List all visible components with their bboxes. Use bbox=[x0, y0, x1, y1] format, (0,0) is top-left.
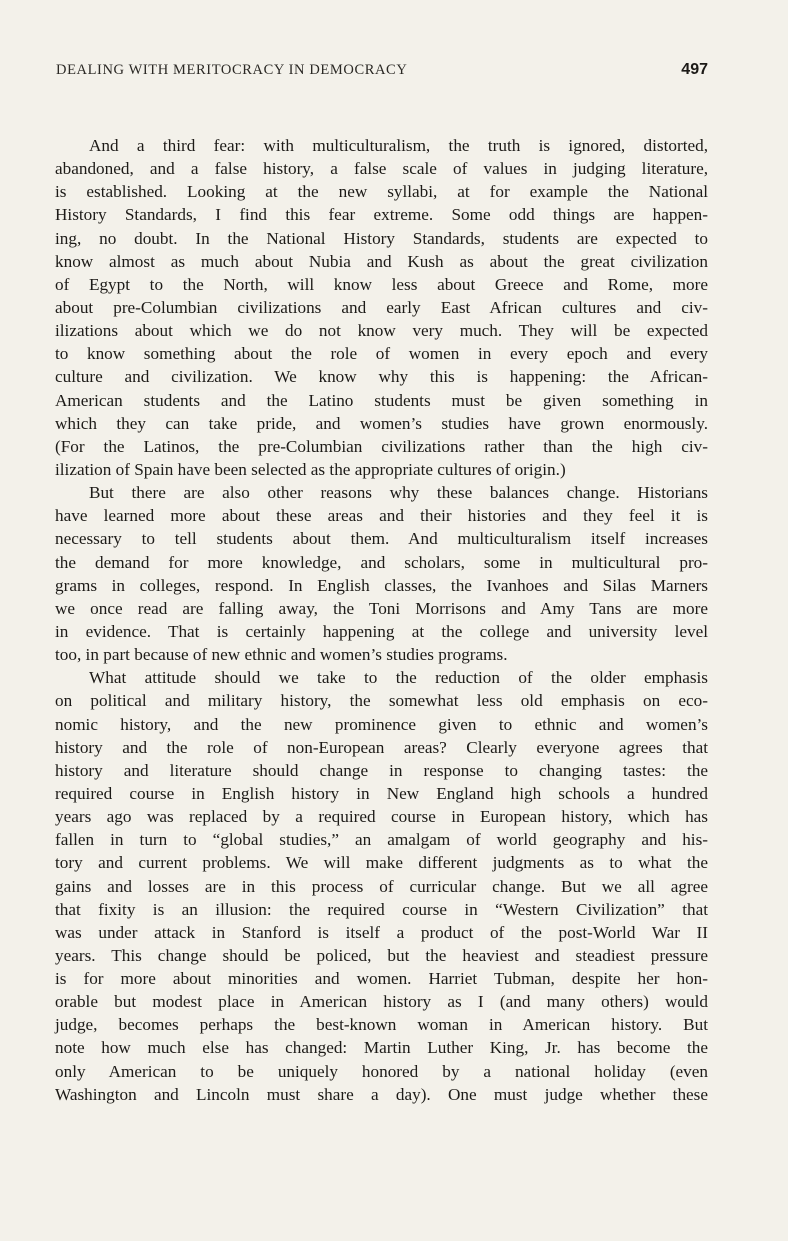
text-line: required course in English history in New England high schools a hundred bbox=[55, 783, 708, 803]
text-line: was under attack in Stanford is itself a product of the post-World War II bbox=[55, 922, 708, 942]
text-line: history and literature should change in response to changing tastes: the bbox=[55, 760, 708, 780]
text-line: about pre-Columbian civilizations and early East African cultures and civ- bbox=[55, 297, 708, 317]
body-text bbox=[55, 134, 708, 1106]
text-line: the demand for more knowledge, and scholars, some in multicultural pro- bbox=[55, 552, 708, 572]
text-line: orable but modest place in American history as I (and many others) would bbox=[55, 992, 708, 1012]
running-head bbox=[56, 62, 708, 84]
running-title: DEALING WITH MERITOCRACY IN DEMOCRACY bbox=[56, 62, 408, 78]
text-line: have learned more about these areas and their histories and they feel it is bbox=[55, 506, 708, 526]
text-line: nomic history, and the new prominence given to ethnic and women’s bbox=[55, 714, 708, 734]
text-line: ilizations about which we do not know very much. They will be expected bbox=[55, 321, 708, 341]
text-line: is for more about minorities and women. Harriet Tubman, despite her hon- bbox=[55, 969, 708, 989]
text-line: fallen in turn to “global studies,” an amalgam of world geography and his- bbox=[55, 830, 708, 850]
text-line: Washington and Lincoln must share a day). One must judge whether these bbox=[55, 1084, 708, 1104]
text-line: But there are also other reasons why these balances change. Historians bbox=[89, 483, 708, 503]
text-line: in evidence. That is certainly happening at the college and university level bbox=[55, 621, 708, 641]
text-line: History Standards, I find this fear extreme. Some odd things are happen- bbox=[55, 205, 708, 225]
text-line: which they can take pride, and women’s studies have grown enormously. bbox=[55, 413, 708, 433]
text-line: we once read are falling away, the Toni Morrisons and Amy Tans are more bbox=[55, 598, 708, 618]
text-line: And a third fear: with multiculturalism, the truth is ignored, distorted, bbox=[89, 136, 708, 155]
text-line: years ago was replaced by a required course in European history, which has bbox=[55, 807, 708, 827]
text-line: grams in colleges, respond. In English classes, the Ivanhoes and Silas Marners bbox=[55, 575, 708, 595]
text-line: judge, becomes perhaps the best-known woman in American history. But bbox=[55, 1015, 708, 1035]
text-line: American students and the Latino students must be given something in bbox=[55, 390, 708, 410]
text-line: necessary to tell students about them. And multiculturalism itself increases bbox=[55, 529, 708, 549]
text-line: tory and current problems. We will make different judgments as to what the bbox=[55, 853, 708, 873]
page-number: 497 bbox=[681, 61, 708, 78]
text-line: of Egypt to the North, will know less about Greece and Rome, more bbox=[55, 274, 708, 294]
text-line: is established. Looking at the new syllabi, at for example the National bbox=[55, 182, 708, 202]
text-line: only American to be uniquely honored by a national holiday (even bbox=[55, 1061, 708, 1081]
text-line: to know something about the role of women in every epoch and every bbox=[55, 344, 708, 364]
text-line: abandoned, and a false history, a false scale of values in judging literature, bbox=[55, 159, 708, 179]
text-line: ilization of Spain have been selected as the appropriate cultures of origin.) bbox=[55, 459, 566, 479]
text-line: (For the Latinos, the pre-Columbian civilizations rather than the high civ- bbox=[55, 436, 708, 456]
text-line: too, in part because of new ethnic and women’s studies programs. bbox=[55, 645, 508, 665]
text-line: know almost as much about Nubia and Kush as about the great civilization bbox=[55, 251, 708, 271]
text-line: that fixity is an illusion: the required course in “Western Civilization” that bbox=[55, 899, 708, 919]
text-line: What attitude should we take to the reduction of the older emphasis bbox=[89, 668, 708, 688]
text-line: years. This change should be policed, but the heaviest and steadiest pressure bbox=[55, 945, 708, 965]
text-line: ing, no doubt. In the National History Standards, students are expected to bbox=[55, 228, 708, 248]
text-line: on political and military history, the somewhat less old emphasis on eco- bbox=[55, 691, 708, 711]
text-line: history and the role of non-European areas? Clearly everyone agrees that bbox=[55, 737, 708, 757]
text-line: note how much else has changed: Martin Luther King, Jr. has become the bbox=[55, 1038, 708, 1058]
text-line: gains and losses are in this process of curricular change. But we all agree bbox=[55, 876, 708, 896]
text-line: culture and civilization. We know why this is happening: the African- bbox=[55, 367, 708, 387]
